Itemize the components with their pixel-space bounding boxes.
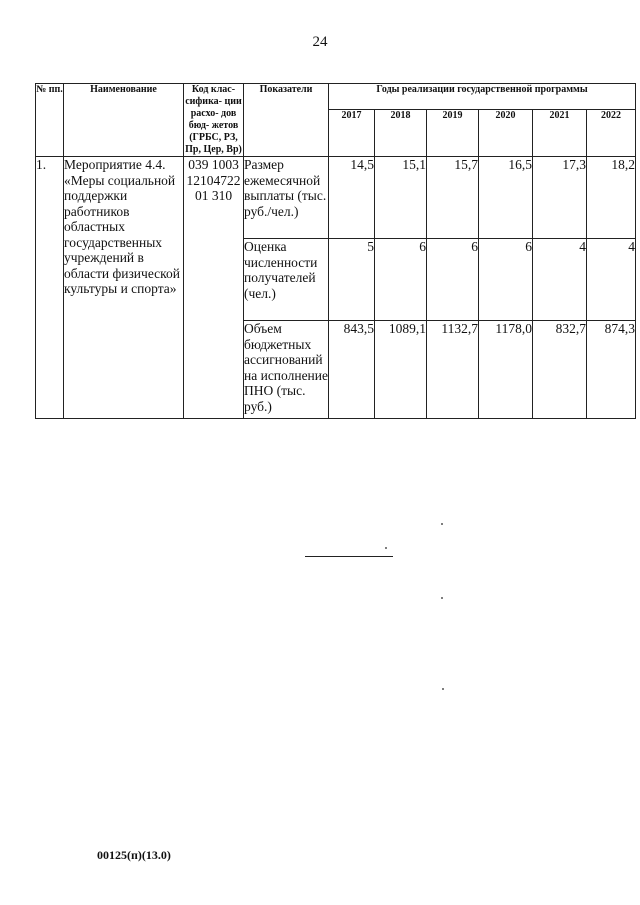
header-num: № пп.: [36, 84, 64, 157]
value-cell: 1132,7: [427, 321, 479, 419]
scan-speck: [385, 547, 387, 549]
value-cell: 1089,1: [375, 321, 427, 419]
measure-name: Мероприятие 4.4. «Меры социальной поддержки работников областных государственных учреждений в области физической культуры и спорта»: [64, 157, 184, 419]
program-table: [35, 83, 636, 419]
table-row: [36, 157, 636, 239]
header-code: Код клас- сифика- ции расхо- дов бюд- жетов (ГРБС, РЗ, Пр, Цер, Вр): [185, 84, 242, 155]
header-row: [36, 84, 636, 110]
value-cell: 832,7: [533, 321, 587, 419]
row-number: 1.: [36, 157, 64, 419]
header-year: 2022: [587, 109, 636, 156]
divider-line: [305, 556, 393, 557]
value-cell: 16,5: [479, 157, 533, 239]
value-cell: 15,1: [375, 157, 427, 239]
value-cell: 4: [587, 239, 636, 321]
value-cell: 6: [479, 239, 533, 321]
indicator-label: Оценка численности получателей (чел.): [244, 239, 329, 321]
scan-speck: [442, 688, 444, 690]
header-year: 2018: [375, 109, 427, 156]
value-cell: 14,5: [329, 157, 375, 239]
value-cell: 4: [533, 239, 587, 321]
budget-code: 039 1003 12104722 01 310: [184, 157, 244, 419]
header-year: 2019: [427, 109, 479, 156]
value-cell: 843,5: [329, 321, 375, 419]
scan-speck: [441, 523, 443, 525]
header-indicators: Показатели: [244, 84, 329, 157]
header-year: 2017: [329, 109, 375, 156]
value-cell: 15,7: [427, 157, 479, 239]
indicator-label: Объем бюджетных ассигнований на исполнение ПНО (тыс. руб.): [244, 321, 329, 419]
header-years-group: Годы реализации государственной программы: [329, 84, 636, 110]
scan-speck: [441, 597, 443, 599]
header-year: 2021: [533, 109, 587, 156]
header-name: Наименование: [64, 84, 184, 157]
header-year: 2020: [479, 109, 533, 156]
value-cell: 6: [427, 239, 479, 321]
page-number: 24: [312, 34, 328, 50]
value-cell: 874,3: [587, 321, 636, 419]
value-cell: 18,2: [587, 157, 636, 239]
value-cell: 5: [329, 239, 375, 321]
document-code: 00125(п)(13.0): [97, 848, 171, 862]
value-cell: 17,3: [533, 157, 587, 239]
indicator-label: Размер ежемесячной выплаты (тыс. руб./чел.): [244, 157, 329, 239]
value-cell: 6: [375, 239, 427, 321]
value-cell: 1178,0: [479, 321, 533, 419]
